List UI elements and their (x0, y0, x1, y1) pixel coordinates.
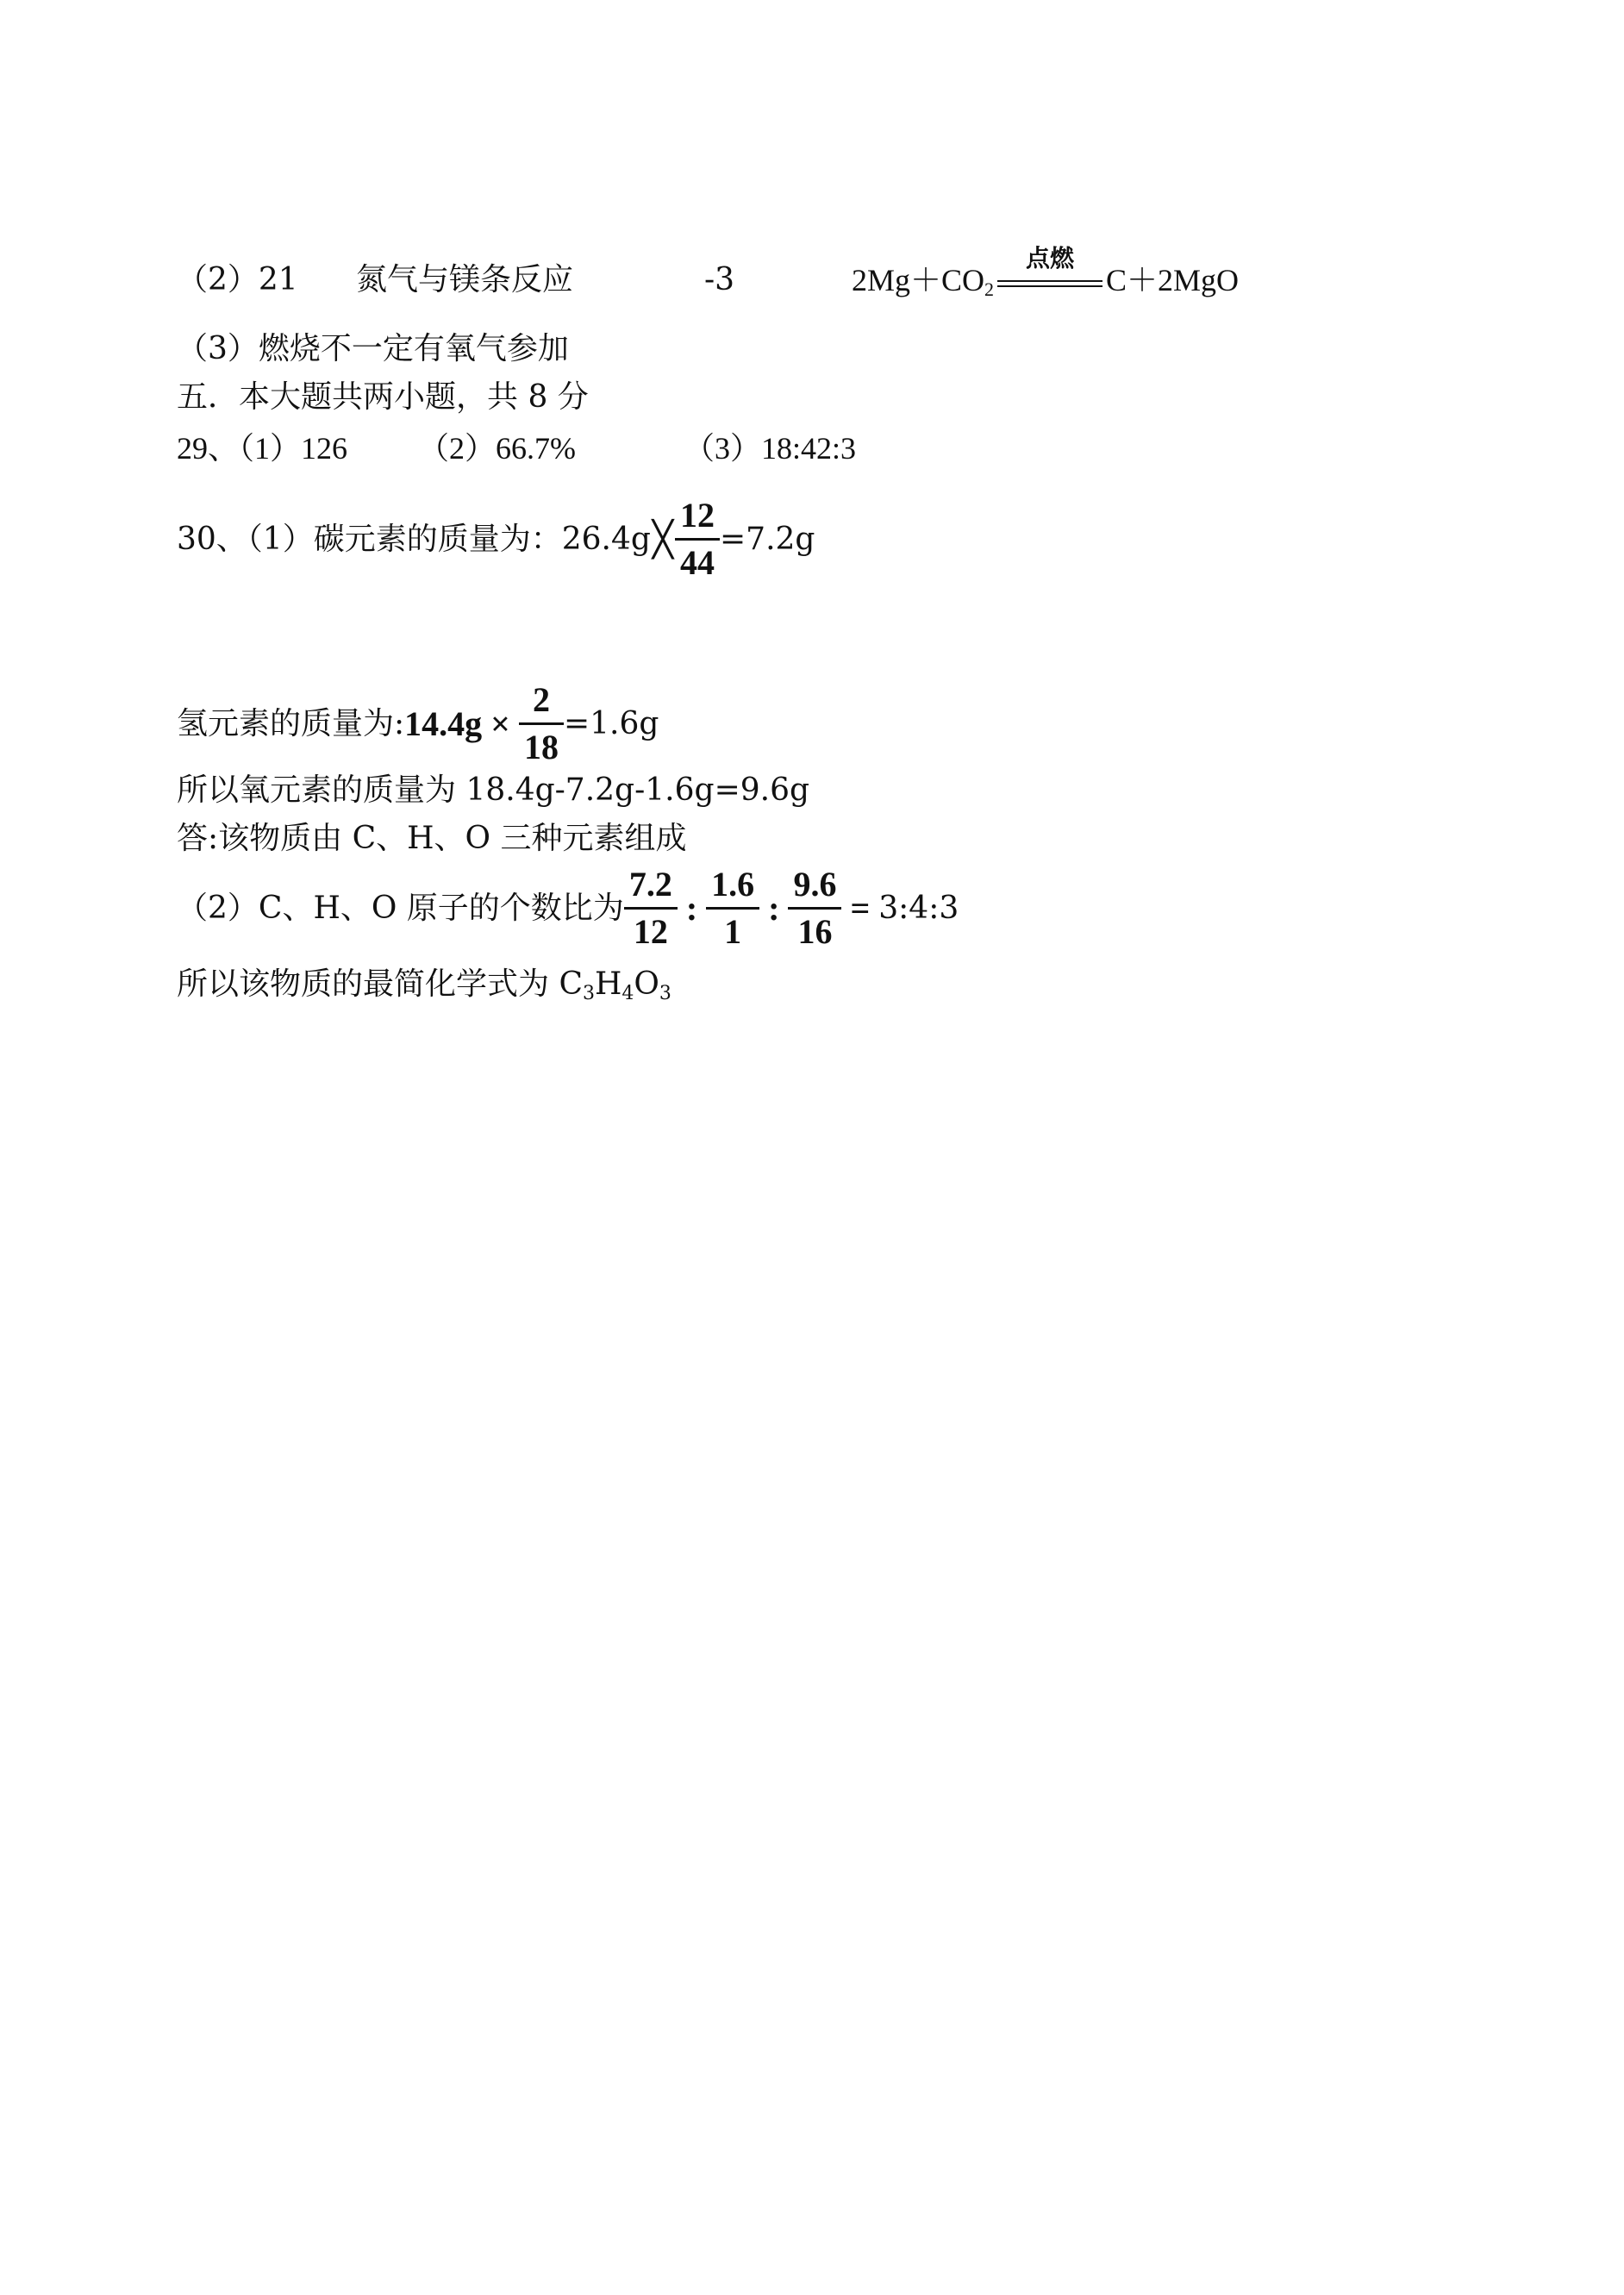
answer-29-2: （2）66.7% (418, 431, 576, 466)
carbon-mass-result: =7.2g (720, 521, 815, 557)
empirical-formula (177, 966, 671, 1013)
ratio-separator: : (677, 888, 707, 928)
equation-subscript: 2 (984, 278, 995, 300)
times-symbol: ╳ (652, 519, 674, 560)
answer-29-1: 29、（1）126 (177, 431, 348, 466)
answer-label: （2）21 (177, 262, 298, 297)
atom-ratio-text: （2）C、H、O 原子的个数比为 (177, 890, 624, 926)
conclusion: 答:该物质由 C、H、O 三种元素组成 (177, 821, 687, 856)
section-heading: 五．本大题共两小题，共 8 分 (177, 379, 589, 415)
fraction (788, 867, 841, 949)
fraction-denominator: 16 (797, 912, 833, 951)
answer-29-3: （3）18:42:3 (684, 431, 857, 466)
hydrogen-mass-value: 14.4g (404, 704, 483, 743)
fraction (624, 867, 678, 949)
answer-29 (177, 429, 857, 467)
fraction-numerator: 12 (675, 498, 720, 541)
fraction-denominator: 1 (724, 912, 742, 951)
fraction (519, 680, 564, 766)
hydrogen-mass-text: 氢元素的质量为: (177, 705, 405, 741)
fraction (675, 498, 720, 580)
hydrogen-mass-result: =1.6g (563, 705, 659, 741)
equals-sign: = (841, 888, 879, 928)
answer-28-3: （3）燃烧不一定有氧气参加 (177, 331, 569, 366)
valence-value: -3 (704, 262, 735, 297)
formula-text: 所以该物质的最简化学式为 (177, 966, 559, 1002)
ratio-separator: : (759, 888, 789, 928)
hydrogen-mass (177, 680, 659, 766)
answer-30-1 (177, 498, 815, 580)
reaction-condition-arrow (997, 243, 1102, 303)
answer-30-2 (177, 867, 959, 949)
chemical-equation (852, 243, 1240, 309)
oxygen-mass: 所以氧元素的质量为 18.4g-7.2g-1.6g=9.6g (177, 772, 810, 808)
reaction-condition: 点燃 (1026, 243, 1075, 272)
equation-products: C＋2MgO (1106, 263, 1240, 297)
answer-28-2 (177, 243, 1240, 300)
formula: $C_3H_4O_3$ (559, 966, 671, 1004)
carbon-mass-text: 30、（1）碳元素的质量为：26.4g (177, 521, 651, 557)
fraction-denominator: 18 (523, 728, 559, 766)
equation-reactants: 2Mg＋CO (852, 263, 985, 297)
fraction-numerator: 2 (519, 683, 564, 725)
fraction-numerator: 1.6 (706, 867, 759, 910)
fraction-denominator: 44 (680, 543, 715, 582)
fraction-numerator: 7.2 (624, 867, 678, 910)
fraction-denominator: 12 (633, 912, 668, 951)
fraction (706, 867, 759, 949)
atom-ratio-result: 3:4:3 (878, 890, 959, 926)
answer-text: 氮气与镁条反应 (356, 262, 574, 297)
times-symbol: × (482, 704, 519, 743)
fraction-numerator: 9.6 (788, 867, 841, 910)
